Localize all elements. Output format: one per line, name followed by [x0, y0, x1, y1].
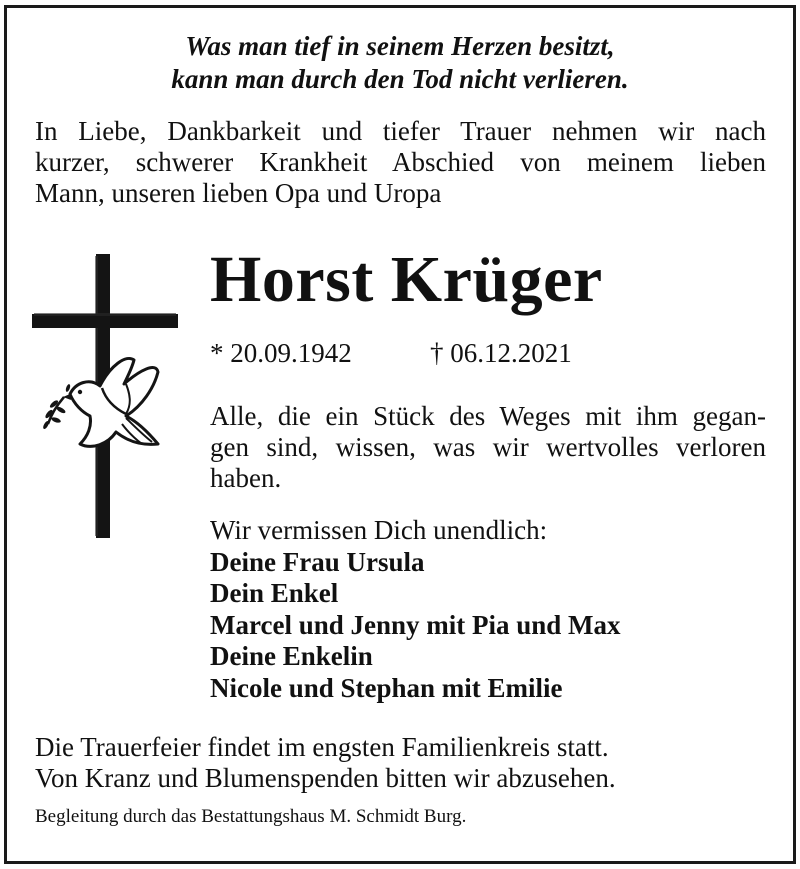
motto-line-1: Was man tief in seinem Herzen besitzt, [185, 31, 615, 61]
quote-line-2: gen sind, wissen, was wir wertvolles verloren [210, 432, 766, 462]
quote-line-1: Alle, die ein Stück des Weges mit ihm gegan- [210, 401, 766, 431]
mourner-name: Deine Enkelin [210, 641, 373, 671]
memorial-quote [210, 401, 766, 494]
mourner-name: Dein Enkel [210, 578, 339, 608]
mourner-name: Deine Frau Ursula [210, 546, 425, 577]
intro-text [35, 116, 766, 209]
motto-line-2: kann man durch den Tod nicht verlieren. [171, 64, 629, 94]
notice-line-2: Von Kranz und Blumenspenden bitten wir abzusehen. [35, 763, 616, 793]
death-date: † 06.12.2021 [430, 338, 572, 368]
intro-line-3: Mann, unseren lieben Opa und Uropa [35, 178, 442, 208]
quote-line-3: haben. [210, 463, 282, 493]
mourner-name: Nicole und Stephan mit Emilie [210, 672, 563, 703]
cross-icon [30, 254, 182, 544]
mourners-heading: Wir vermissen Dich unendlich: [210, 515, 548, 545]
funeral-notice [35, 732, 616, 794]
intro-line-2: kurzer, schwerer Krankheit Abschied von meinem lieben [35, 147, 766, 177]
mourners-list [210, 515, 621, 704]
cross-horizontal-beam [32, 314, 178, 328]
deceased-name: Horst Krüger [210, 243, 603, 316]
mourner-name: Marcel und Jenny mit Pia und Max [210, 609, 621, 640]
intro-line-1: In Liebe, Dankbarkeit und tiefer Trauer nehmen wir nach [35, 116, 766, 146]
motto [0, 30, 800, 96]
birth-date: * 20.09.1942 [210, 338, 352, 368]
undertaker-credit: Begleitung durch das Bestattungshaus M. Schmidt Burg. [35, 806, 467, 827]
notice-line-1: Die Trauerfeier findet im engsten Familienkreis statt. [35, 732, 609, 762]
